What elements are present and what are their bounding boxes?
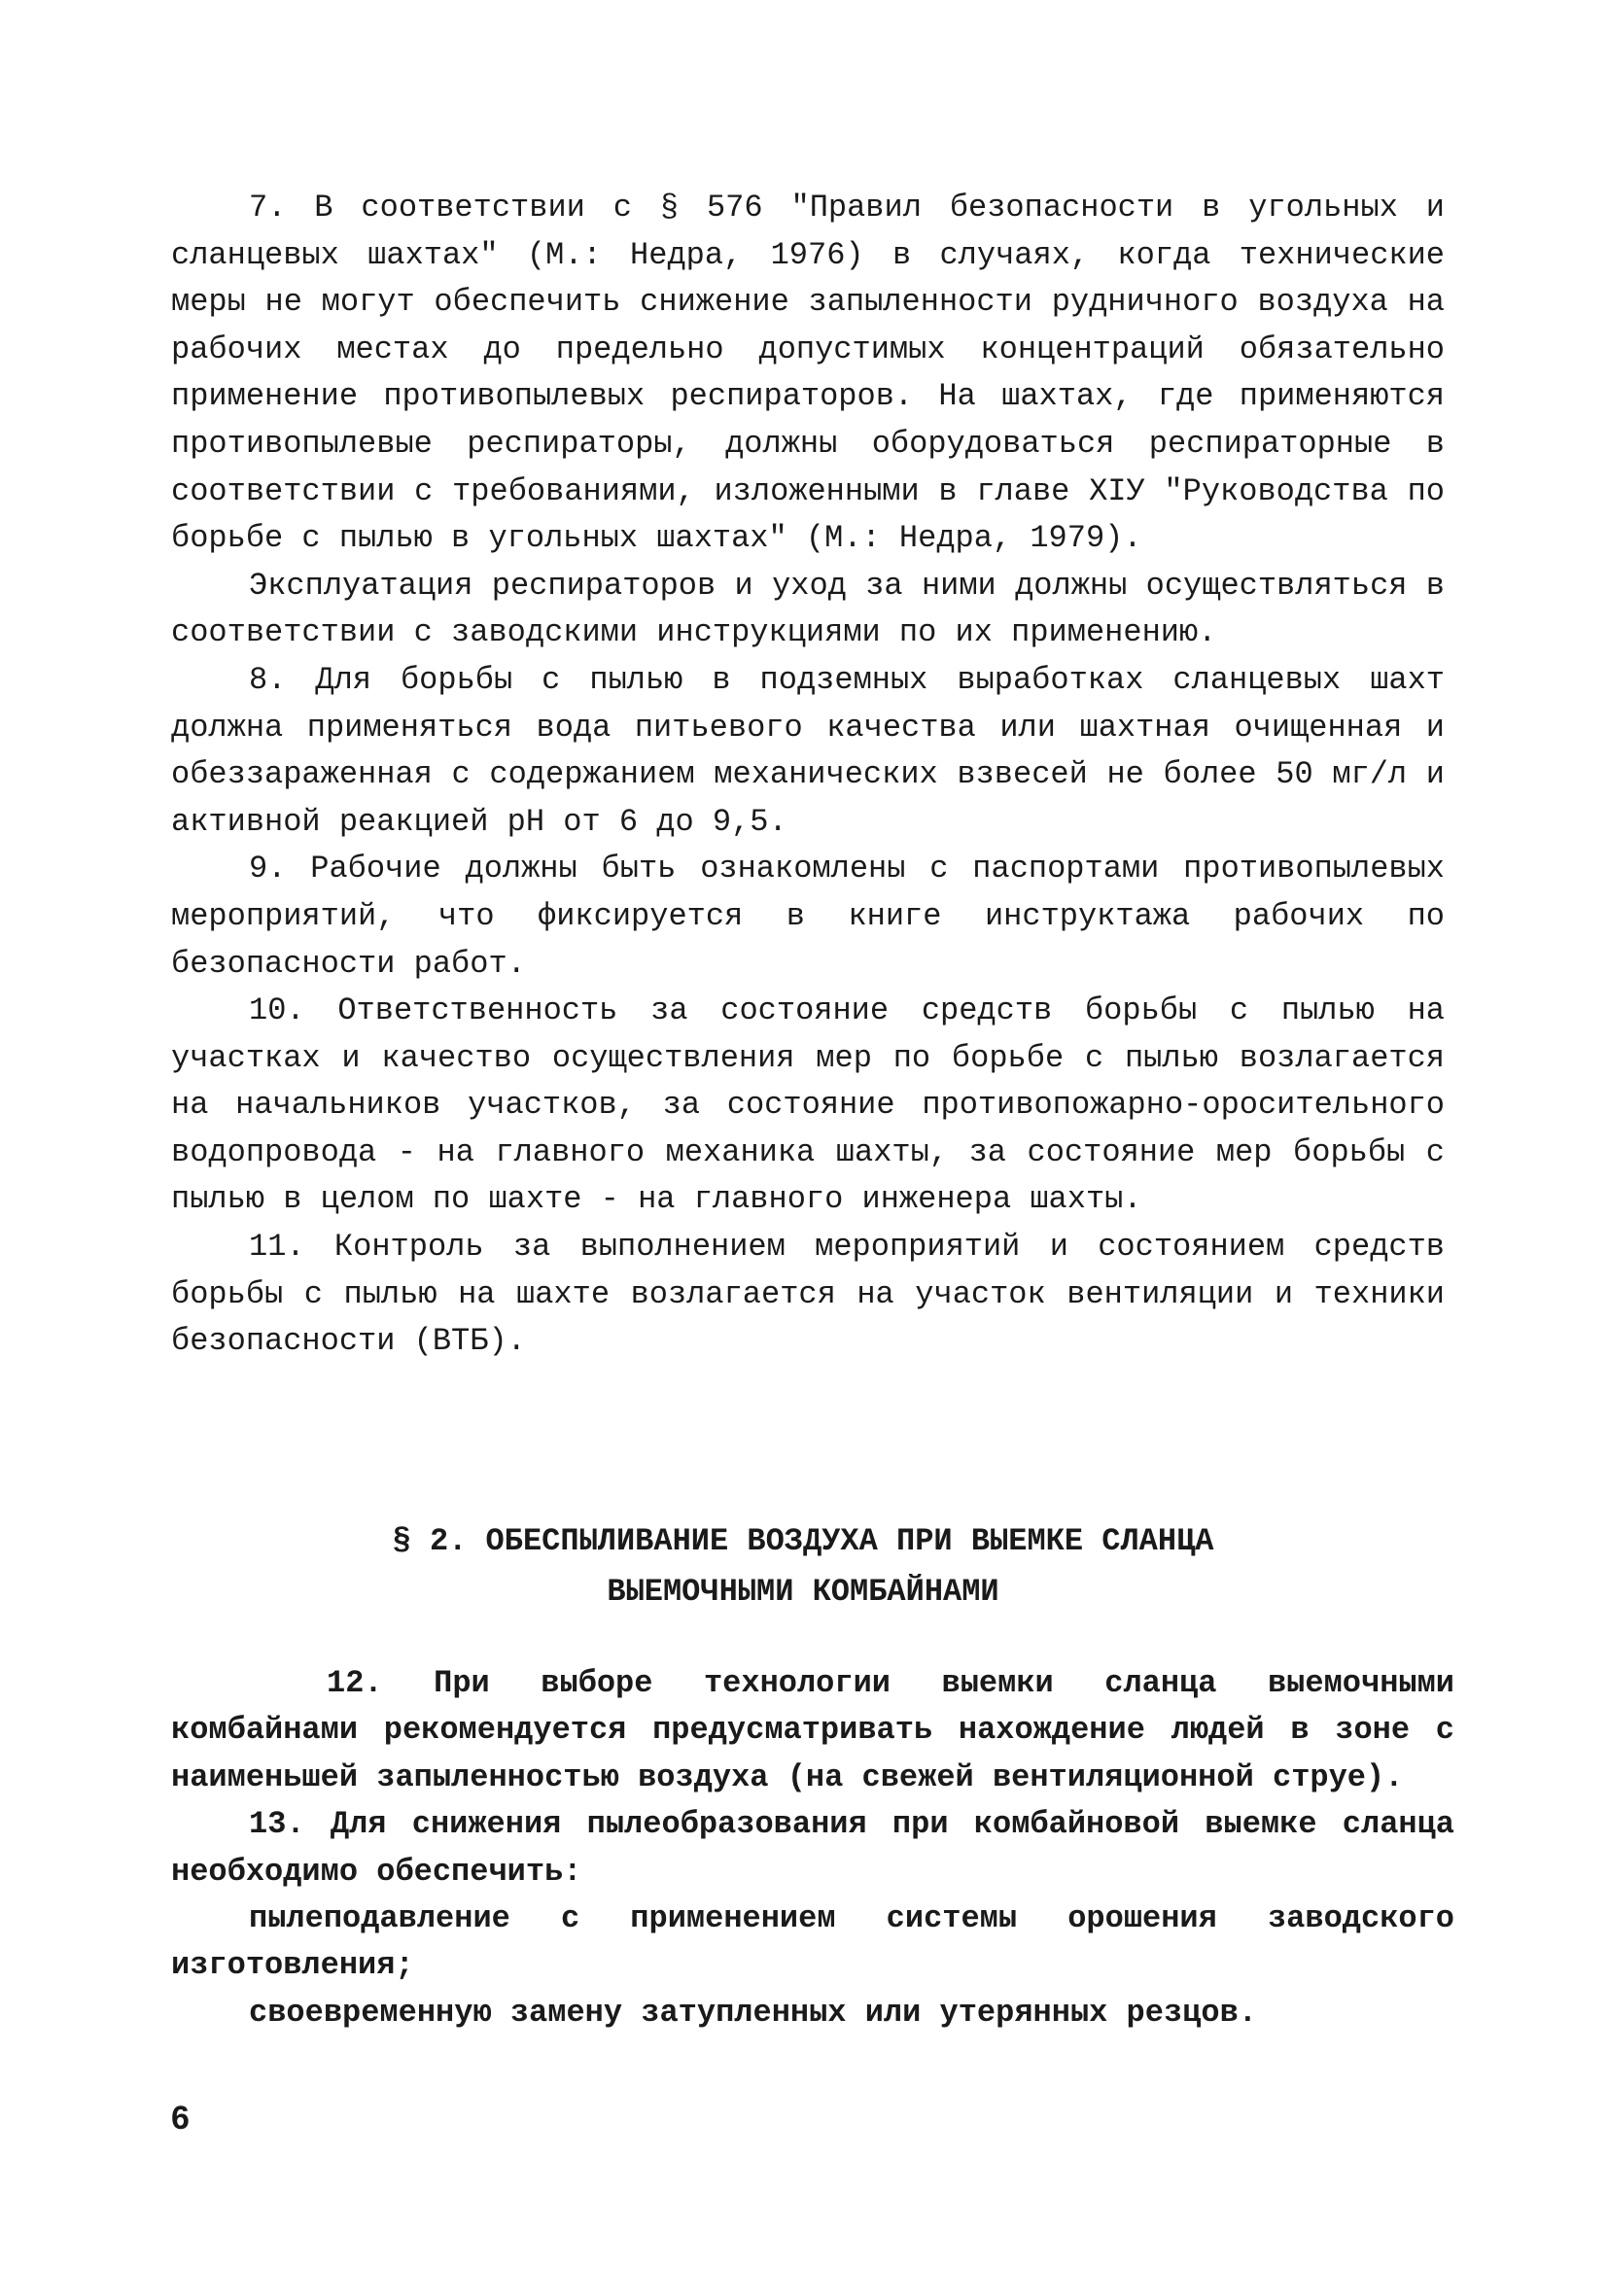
paragraph-8: 8. Для борьбы с пылью в подземных выработках сланцевых шахт должна применяться вода питьевого качества или шахтная очищенная и обеззараженная с содержанием механических взвесей не более 50 мг/л и активной реакцией рН от 6 до 9,5. [171,661,1445,840]
paragraph-10: 10. Ответственность за состояние средств борьбы с пылью на участках и качество осуществления мер по борьбе с пылью возлагается на начальников участков, за состояние противопожарно-оросительного водопровода - на главного механика шахты, за состояние мер борьбы с пылью в целом по шахте - на главного инженера шахты. [171,992,1445,1218]
section-heading-line-1: § 2. ОБЕСПЫЛИВАНИЕ ВОЗДУХА ПРИ ВЫЕМКЕ СЛАНЦА [392,1523,1214,1559]
page-number: 6 [171,2100,190,2137]
main-text-block [171,185,1445,1366]
section-heading [171,1516,1435,1618]
section-heading-line-2: ВЫЕМОЧНЫМИ КОМБАЙНАМИ [607,1574,999,1610]
section-2-text-block [171,1660,1454,2036]
paragraph-9: 9. Рабочие должны быть ознакомлены с паспортами противопылевых мероприятий, что фиксируется в книге инструктажа рабочих по безопасности работ. [171,851,1445,982]
paragraph-7: 7. В соответствии с § 576 "Правил безопасности в угольных и сланцевых шахтах" (М.: Недра, 1976) в случаях, когда технические меры не могут обеспечить снижение запыленности рудничного воздуха на рабочих местах до предельно допустимых концентраций обязательно применение противопылевых респираторов. На шахтах, где применяются противопылевые респираторы, должны оборудоваться респираторные в соответствии с требованиями, изложенными в главе XIУ "Руководства по борьбе с пылью в угольных шахтах" (М.: Недра, 1979). [171,190,1445,557]
paragraph-11: 11. Контроль за выполнением мероприятий и состоянием средств борьбы с пылью на шахте возлагается на участок вентиляции и техники безопасности (ВТБ). [171,1229,1445,1360]
paragraph-12: 12. При выборе технологии выемки сланца выемочными комбайнами рекомендуется предусматривать нахождение людей в зоне с наименьшей запыленностью воздуха (на свежей вентиляционной струе). [171,1665,1454,1795]
paragraph-dust-suppression: пылеподавление с применением системы орошения заводского изготовления; [171,1900,1454,1984]
paragraph-respirator-maintenance: Эксплуатация респираторов и уход за ними должны осуществляться в соответствии с заводскими инструкциями по их применению. [171,567,1445,651]
paragraph-13: 13. Для снижения пылеобразования при комбайновой выемке сланца необходимо обеспечить: [171,1806,1454,1890]
paragraph-cutter-replacement: своевременную замену затупленных или утерянных резцов. [249,1994,1257,2031]
